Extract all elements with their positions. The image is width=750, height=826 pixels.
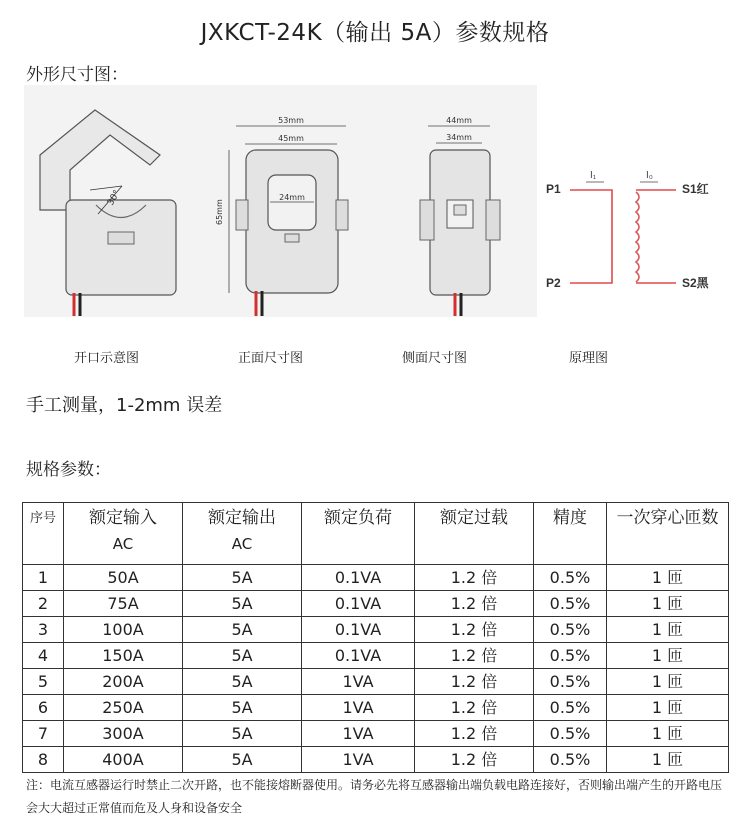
table-row: 2 75A 5A 0.1VA 1.2 倍 0.5% 1 匝: [23, 591, 729, 617]
front-height-dim: 65mm: [215, 199, 224, 225]
i0-label: I₀: [646, 170, 653, 181]
measurement-note: 手工测量，1-2mm 误差: [26, 395, 223, 416]
spec-table-header: [23, 503, 729, 565]
header-seq: 序号: [23, 503, 64, 565]
s2-label: S2黑: [682, 276, 709, 290]
caption-schematic: 原理图: [569, 351, 609, 366]
header-rated-overload: 额定过载: [415, 503, 534, 565]
header-turns: 一次穿心匝数: [607, 503, 729, 565]
side-view-drawing: [420, 116, 500, 316]
header-accuracy: 精度: [534, 503, 607, 565]
open-view-drawing: [40, 110, 176, 316]
side-inner-dim: 34mm: [446, 133, 472, 142]
i1-label: I₁: [590, 170, 597, 181]
open-angle-label: 30°: [105, 188, 123, 208]
table-row: 3 100A 5A 0.1VA 1.2 倍 0.5% 1 匝: [23, 617, 729, 643]
p2-label: P2: [546, 276, 561, 290]
table-row: 5 200A 5A 1VA 1.2 倍 0.5% 1 匝: [23, 669, 729, 695]
table-row: 4 150A 5A 0.1VA 1.2 倍 0.5% 1 匝: [23, 643, 729, 669]
caption-side-view: 侧面尺寸图: [402, 351, 468, 366]
front-outer-dim: 53mm: [278, 116, 304, 125]
hole-dim: 24mm: [279, 193, 305, 202]
spec-table: [22, 502, 729, 773]
caption-front-view: 正面尺寸图: [238, 351, 304, 366]
spec-section-label: 规格参数：: [26, 460, 111, 480]
side-outer-dim: 44mm: [446, 116, 472, 125]
table-row: 6 250A 5A 1VA 1.2 倍 0.5% 1 匝: [23, 695, 729, 721]
dimension-figures: [0, 0, 750, 380]
principle-schematic: [546, 170, 710, 290]
table-row: 1 50A 5A 0.1VA 1.2 倍 0.5% 1 匝: [23, 565, 729, 591]
p1-label: P1: [546, 182, 561, 196]
outline-dimensions-label: 外形尺寸图：: [26, 65, 128, 85]
caption-open-view: 开口示意图: [74, 351, 140, 366]
page-title: JXKCT-24K（输出 5A）参数规格: [200, 20, 550, 46]
front-inner-dim: 45mm: [278, 134, 304, 143]
table-row: 8 400A 5A 1VA 1.2 倍 0.5% 1 匝: [23, 747, 729, 773]
header-rated-input: 额定输入 AC: [64, 503, 183, 565]
safety-footnote: 注：电流互感器运行时禁止二次开路，也不能接熔断器使用。请务必先将互感器输出端负载电路连接好，否则输出端产生的开路电压会大大超过正常值而危及人身和设备安全: [26, 778, 723, 815]
front-view-drawing: [215, 116, 348, 316]
header-rated-output: 额定输出 AC: [183, 503, 302, 565]
s1-label: S1红: [682, 182, 709, 196]
table-row: 7 300A 5A 1VA 1.2 倍 0.5% 1 匝: [23, 721, 729, 747]
header-rated-load: 额定负荷: [302, 503, 415, 565]
